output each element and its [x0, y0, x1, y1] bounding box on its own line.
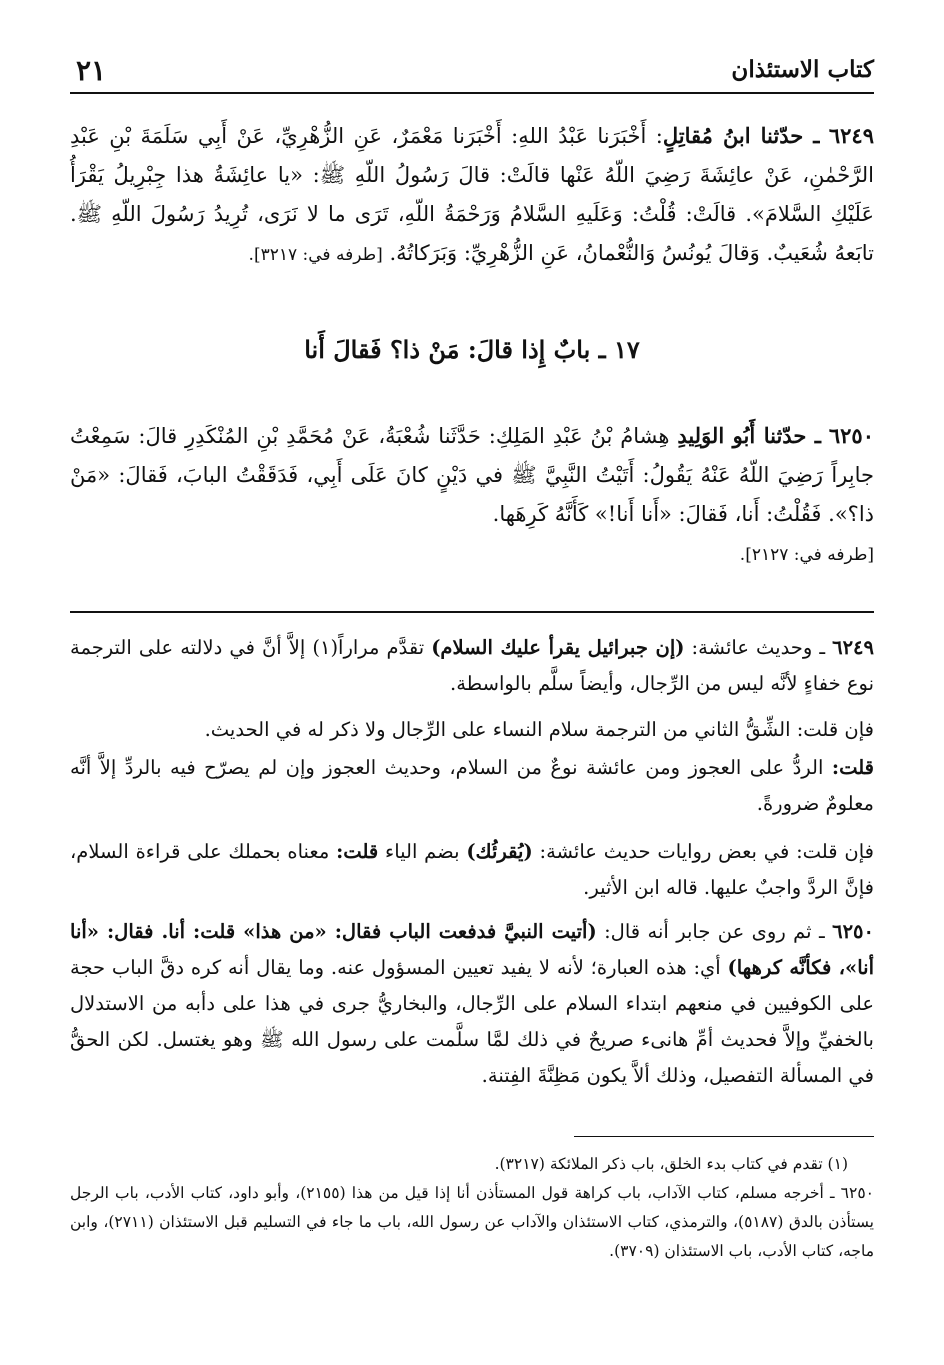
- commentary-quote: (إن جبرائيل يقرأ عليك السلام): [431, 636, 685, 659]
- commentary-paragraph-2: [70, 712, 874, 748]
- commentary-paragraph-1: [70, 630, 874, 702]
- commentary-paragraph-4: [70, 834, 874, 906]
- hadith-number: ٦٢٥٠: [828, 423, 874, 448]
- commentary-text: ـ وحديث عائشة:: [684, 636, 833, 659]
- page-number: ٢١: [76, 54, 107, 87]
- footnotes: [70, 1150, 874, 1266]
- hadith-taraf: [طرفه في: ٣٢١٧].: [248, 245, 383, 265]
- commentary-quote: (أتيت النبيَّ فدفعت الباب فقال: «من هذا» قلت: أنا. فقال: «أنا أنا»، فكأنَّه كرهها): [70, 920, 874, 979]
- commentary-text: ـ ثم روى عن جابر أنه قال:: [596, 920, 833, 943]
- hadith-6250: [70, 416, 874, 575]
- hadith-number: ٦٢٤٩: [828, 123, 874, 148]
- hadith-body: : أَخْبَرَنا عَبْدُ اللهِ: أَخْبَرَنا مَعْمَرٌ، عَنِ الزُّهْرِيِّ، عَنْ أَبِي سَلَمَةَ بْنِ عَبْدِ الرَّحْمٰنِ، عَنْ عائِشَةَ رَضِيَ اللّهُ عَنْها قالَتْ: قالَ رَسُولُ اللّهِ ﷺ: «يا عائِشَةُ هذا جِبْرِيلُ يَقْرَأُ عَلَيْكِ السَّلامَ». قالَتْ: قُلْتُ: وَعَلَيهِ السَّلامُ وَرَحْمَةُ اللّهِ، تَرَى ما لا نَرَى، تُرِيدُ رَسُولَ اللّهِ ﷺ. تابَعهُ شُعَيبٌ. وَقالَ يُونُسُ وَالنُّعْمانُ، عَنِ الزُّهْرِيِّ: وَبَرَكاتُهُ.: [70, 124, 874, 265]
- commentary-text: فإن قلت: في بعض روايات حديث عائشة:: [532, 840, 874, 863]
- footnote-divider: [574, 1136, 874, 1137]
- footnote-6250: ٦٢٥٠ ـ أخرجه مسلم، كتاب الآداب، باب كراهة قول المستأذن أنا إذا قيل من هذا (٢١٥٥)، وأبو داود، كتاب الأدب، باب الرجل يستأذن بالدق (٥١٨٧)، والترمذي، كتاب الاستئذان والآداب عن رسول الله، باب ما جاء في التسليم قبل الاستئذان (٢٧١١)، وابن ماجه، كتاب الأدب، باب الاستئذان (٣٧٠٩).: [70, 1184, 874, 1260]
- section-divider: [70, 611, 874, 613]
- commentary-paragraph-3: [70, 750, 874, 822]
- commentary-text: الردُّ على العجوز ومن عائشة نوعٌ من السلام، وحديث العجوز وإن لم يصرّح فيه بالردِّ إلاَّ أنَّه معلومٌ ضرورةً.: [70, 756, 874, 815]
- commentary-number: ٦٢٤٩: [832, 636, 874, 659]
- commentary-text: بضم الياء: [378, 840, 467, 863]
- hadith-lead: ـ حدّثنا أَبُو الوَلِيدِ: [677, 423, 821, 448]
- hadith-lead: ـ حدّثنا ابنُ مُقاتِلٍ: [662, 123, 820, 148]
- commentary-paragraph-5: [70, 914, 874, 1094]
- commentary-text: معناه بحملك على قراءة السلام، فإنَّ الردَّ واجبٌ عليها. قاله ابن الأثير.: [70, 840, 874, 899]
- commentary-text: تقدَّم مراراً(١) إلاَّ أنَّ في دلالته على الترجمة نوع خفاءٍ لأنَّه ليس من الرِّجال، وأيضاً سلَّم بالواسطة.: [70, 636, 874, 695]
- page-header: [70, 52, 874, 94]
- hadith-taraf: [طرفه في: ٢١٢٧].: [739, 545, 874, 565]
- chapter-title: ١٧ ـ بابٌ إِذا قالَ: مَنْ ذا؟ فَقالَ أَنا: [304, 335, 640, 364]
- commentary-number: ٦٢٥٠: [832, 920, 875, 943]
- commentary-quote: (يُقرئُك): [466, 840, 533, 863]
- commentary-qult: قلت:: [336, 840, 379, 863]
- running-title: كتاب الاستئذان: [731, 56, 874, 83]
- hadith-6249: [70, 116, 874, 275]
- footnote-1: (١) تقدم في كتاب بدء الخلق، باب ذكر الملائكة (٣٢١٧).: [494, 1155, 848, 1173]
- hadith-body: هِشامُ بْنُ عَبْدِ المَلِكِ: حَدَّثَنا شُعْبَةُ، عَنْ مُحَمَّدِ بْنِ المُنْكَدِرِ قالَ: سَمِعْتُ جابِراً رَضِيَ اللّهُ عَنْهُ يَقُولُ: أَتَيْتُ النَّبِيَّ ﷺ في دَيْنٍ كانَ عَلَى أَبِي، فَدَقَقْتُ البابَ، فَقالَ: «مَنْ ذا؟». فَقُلْتُ: أَنا، فَقالَ: «أَنا أَنا!» كَأَنَّهُ كَرِهَها.: [70, 424, 874, 526]
- commentary-text: فإن قلت: الشِّقُّ الثاني من الترجمة سلام النساء على الرِّجال ولا ذكر له في الحديث.: [204, 718, 874, 741]
- commentary-text: أي: هذه العبارة؛ لأنه لا يفيد تعيين المسؤول عنه. وما يقال أنه كره دقَّ الباب حجة على الكوفيين في منعهم ابتداء السلام على الرِّجال، والبخاريُّ جرى في هذا على دأبه من الاستدلال بالخفيِّ وإلاَّ فحديث أمِّ هانىء صريحٌ في ذلك لمَّا سلَّمت على رسول الله ﷺ وهو يغتسل. لكن الحقُّ في المسألة التفصيل، وذلك ألاَّ يكون مَظِنَّةَ الفِتنة.: [70, 956, 874, 1087]
- commentary-qult: قلت:: [831, 756, 874, 779]
